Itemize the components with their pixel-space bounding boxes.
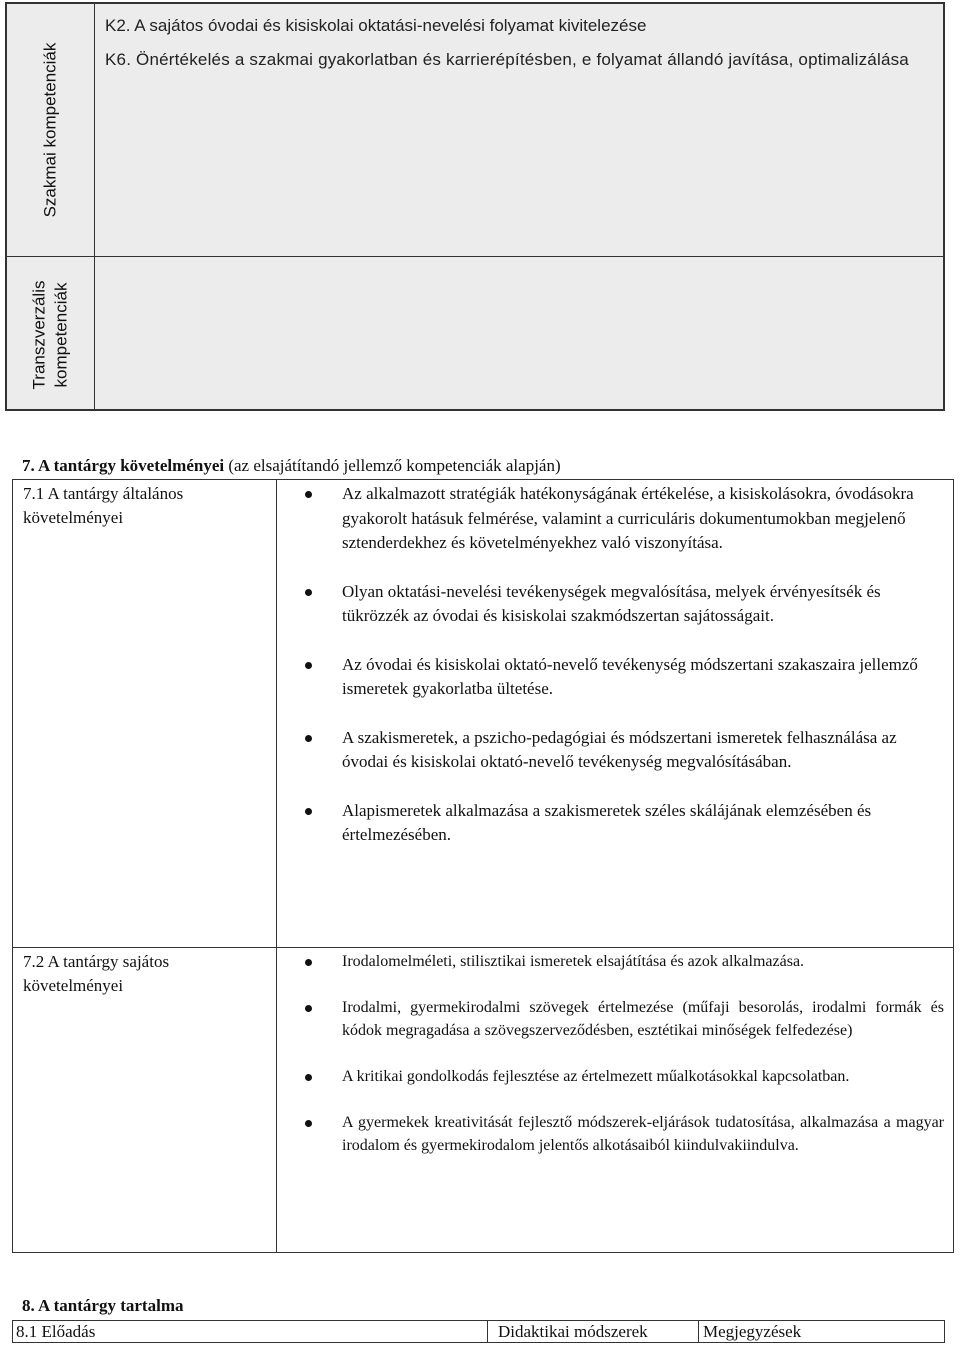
professional-competencies-text — [105, 14, 940, 82]
bullet-icon — [305, 1074, 312, 1081]
list-item — [303, 1065, 944, 1088]
list-item-text: Alapismeretek alkalmazása a szakismeretek széles skálájának elemzésében és értelmezésében. — [342, 800, 872, 844]
list-item — [303, 482, 944, 556]
bullet-icon — [305, 1120, 312, 1127]
list-item — [303, 580, 944, 629]
specific-requirements-list — [303, 950, 944, 1180]
section-7-title-bold: 7. A tantárgy követelményei — [22, 456, 225, 475]
list-item-text: Az alkalmazott stratégiák hatékonyságának értékelése, a kisiskolásokra, óvodásokra gyakorolt hatásuk felmérése, valamint a curriculáris dokumentumokban megjelenő sztenderdekhez és követelményekhez való viszonyítása. — [342, 484, 914, 552]
professional-competencies-label: Szakmai kompetenciák — [40, 42, 60, 218]
list-item — [303, 1111, 944, 1157]
section-7-title-rest: (az elsajátítandó jellemző kompetenciák alapján) — [224, 456, 561, 475]
transversal-label-line1: Transzverzális — [29, 280, 49, 390]
section-7-title — [22, 456, 561, 476]
requirements-table — [12, 479, 954, 1253]
column-header-notes: Megjegyzések — [703, 1322, 802, 1341]
competency-k6: K6. Önértékelés a szakmai gyakorlatban és karrierépítésben, e folyamat állandó javítása, optimalizálása — [105, 50, 909, 69]
list-item — [303, 996, 944, 1042]
bullet-icon — [305, 808, 312, 815]
bullet-icon — [305, 959, 312, 966]
column-header-didactic-methods: Didaktikai módszerek — [488, 1321, 699, 1342]
bullet-icon — [305, 491, 312, 498]
transversal-competencies-label-cell — [7, 257, 94, 413]
general-requirements-label: 7.1 A tantárgy általános követelményei — [23, 484, 184, 527]
bullet-icon — [305, 589, 312, 596]
list-item-text: Irodalomelméleti, stilisztikai ismeretek elsajátítása és azok alkalmazása. — [342, 953, 805, 970]
table-divider — [13, 947, 953, 948]
list-item-text: A szakismeretek, a pszicho-pedagógiai és módszertani ismeretek felhasználása az óvodai és kisiskolai oktató-nevelő tevékenység megvalósításában. — [342, 727, 897, 771]
competency-k2: K2. A sajátos óvodai és kisiskolai oktatási-nevelési folyamat kivitelezése — [105, 16, 647, 35]
list-item-text: A gyermekek kreativitását fejlesztő módszerek-eljárások tudatosítása, alkalmazása a magyar irodalom és gyermekirodalom jelentős alkotásaiból kiindulvakiindulva. — [342, 1114, 944, 1154]
table-divider — [94, 4, 95, 409]
list-item-text: Az óvodai és kisiskolai oktató-nevelő tevékenység módszertani szakaszaira jellemző ismeretek gyakorlatba ültetése. — [342, 654, 918, 698]
section-8-title: 8. A tantárgy tartalma — [22, 1296, 184, 1315]
list-item-text: Olyan oktatási-nevelési tevékenységek megvalósítása, melyek érvényesítsék és tükrözzék az óvodai és kisiskolai szakmódszertan sajátosságait. — [342, 581, 881, 625]
bullet-icon — [305, 662, 312, 669]
table-divider — [276, 480, 277, 1252]
table-divider — [7, 256, 943, 257]
transversal-competencies-label — [29, 281, 73, 390]
professional-competencies-label-cell — [7, 4, 94, 256]
list-item — [303, 799, 944, 848]
competencies-table — [5, 2, 945, 411]
list-item-text: Irodalmi, gyermekirodalmi szövegek értelmezése (műfaji besorolás, irodalmi formák és kódok megragadása a szövegszerveződésben, esztétikai minőségek felfedezése) — [342, 999, 944, 1039]
content-table-header — [12, 1320, 945, 1343]
list-item — [303, 950, 944, 973]
bullet-icon — [305, 1005, 312, 1012]
column-header-lecture: 8.1 Előadás — [13, 1321, 488, 1342]
bullet-icon — [305, 735, 312, 742]
list-item — [303, 726, 944, 775]
transversal-label-line2: kompetenciák — [51, 282, 71, 388]
specific-requirements-label: 7.2 A tantárgy sajátos követelményei — [23, 952, 170, 995]
general-requirements-list — [303, 482, 944, 872]
list-item — [303, 653, 944, 702]
list-item-text: A kritikai gondolkodás fejlesztése az értelmezett műalkotásokkal kapcsolatban. — [342, 1068, 850, 1085]
